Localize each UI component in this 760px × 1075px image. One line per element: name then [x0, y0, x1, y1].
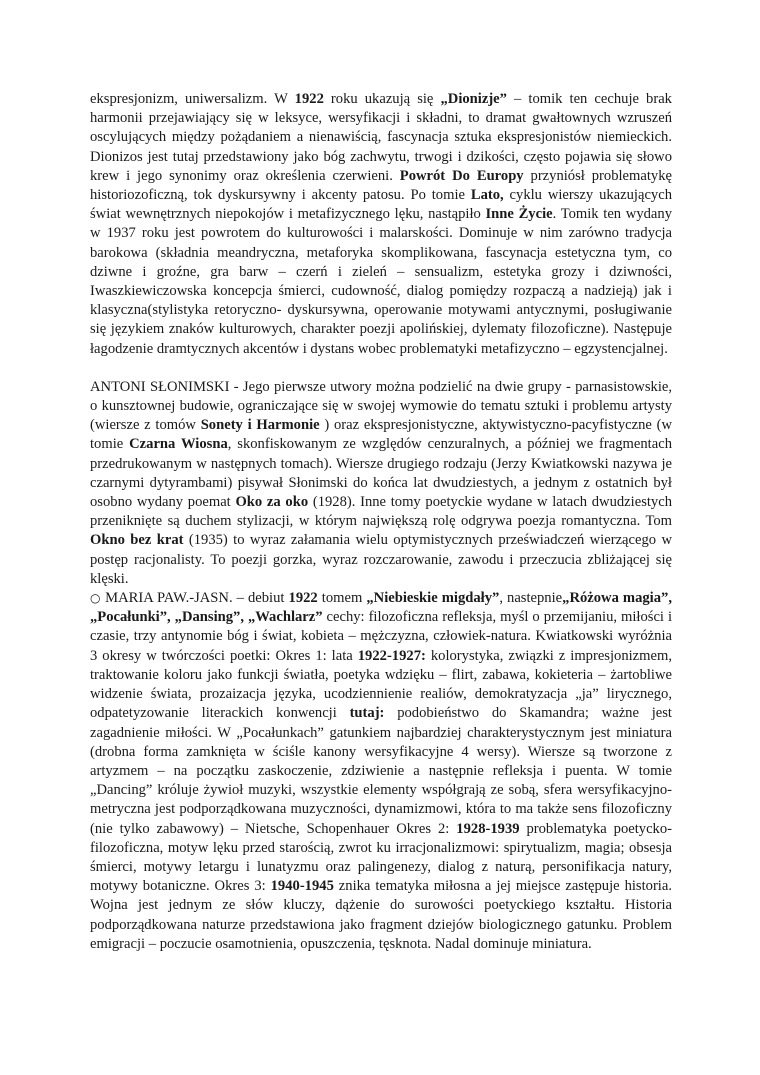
text-run: kolorystyka, związki z impresjonizmem, traktowanie koloru jako funkcji światła, poetyka wdzięku – flirt, zabawa, kokieteria – żartobliwe widzenie świata, prozaizacja języka, ucodziennienie realiów, demokratyzacja „ja” lirycznego, odpatetyzowanie literackich konwencji: [90, 647, 672, 722]
text-run: tomem: [317, 590, 367, 607]
bold-run: 1922-1927:: [357, 647, 426, 664]
paragraph-slonimski: [90, 378, 672, 589]
text-run: . Tomik ten wydany w 1937 roku jest powrotem do kulturowości i malarskości. Dominuje w nim zarówno tradycja barokowa (składnia meandryczna, metaforyka skomplikowana, fascynacja estetyczna tym, co dziwne i groźne, gra barw – czerń i zieleń – sensualizm, estetyka grozy i dziwności, Iwaszkiewiczowska koncepcja śmierci, cudowność, dialog pomiędzy rozpaczą a nadzieją) jak i klasyczna(stylistyka retoryczno- dyskursywna, operowanie motywami antycznymi, posługiwanie się językiem znaków kulturowych, charakter poezji apolińskiej, dylematy filozoficzne). Następuje łagodzenie dramtycznych akcentów i dystans wobec problematyki metafizyczno – egzystencjalnej.: [90, 206, 672, 357]
text-run: ) oraz ekspresjonistyczne, aktywistyczno-pacyfistyczne (w tomie: [90, 417, 673, 453]
document-page: [90, 90, 672, 954]
bold-run: Okno bez krat: [90, 532, 184, 549]
bullet-icon: ○: [90, 591, 106, 606]
text-run: ANTONI SŁONIMSKI - Jego pierwsze utwory można podzielić na dwie grupy - parnasistowskie, o kunsztownej budowie, ograniczające się w swojej wymowie do tematu sztuki i problemu artysty (wiersze z tomów: [90, 378, 672, 434]
bold-run: Powrót Do Europy: [399, 167, 524, 184]
text-run: , skonfiskowanym ze względów cenzuralnych, a później we fragmentach przedrukowanym w następnych tomach). Wiersze drugiego rodzaju (Jerzy Kwiatkowski nazywa je czarnymi dytyrambami) pisywał Słonimski do końca lat dwudziestych, a jednym z ostatnich był osobno wydany poemat: [90, 436, 672, 511]
bold-run: 1922: [288, 590, 318, 607]
bold-run: Czarna Wiosna: [129, 436, 228, 453]
text-run: , nastepnie: [499, 590, 563, 607]
text-run: ekspresjonizm, uniwersalizm. W: [90, 91, 295, 107]
text-run: znika tematyka miłosna a jej miejsce zastępuje historia. Wojna jest jednym ze słów kluczy, dążenie do surowości poetyckiego kształtu. Historia podporządkowana naturze przedstawiona jako fragment dziejów biologicznego gatunku. Problem emigracji – poczucie osamotnienia, opuszczenia, tęsknota. Nadal dominuje miniatura.: [90, 878, 672, 952]
text-run: (1928). Inne tomy poetyckie wydane w latach dwudziestych przeniknięte są duchem stylizacji, w którym największą rolę odgrywa poezja romantyczna. Tom: [90, 494, 672, 530]
text-run: problematyka poetycko-filozoficzna, motyw lęku przed starością, zwrot ku irracjonalizmowi: spirytualizm, magia; obsesja śmierci, motywy letargu i lunatyzmu oraz palingenezy, dialog z naturą, personifikacja natury, motywy botaniczne. Okres 3:: [90, 820, 673, 895]
paragraph-iwaszkiewicz: [90, 90, 672, 359]
bold-run: Sonety i Harmonie: [200, 417, 320, 434]
bold-run: 1940-1945: [270, 878, 334, 895]
bold-run: Oko za oko: [235, 494, 309, 511]
text-run: MARIA PAW.-JASN. – debiut: [105, 590, 289, 607]
bold-run: 1928-1939: [456, 820, 520, 837]
text-run: (1935) to wyraz załamania wielu optymistycznych przeświadczeń wierzącego w postęp racjonalisty. To poezji gorzka, wyraz rozczarowanie, zawodu i przeczucia zbliżającej się klęski.: [90, 532, 672, 587]
paragraph-pawlikowska-jasnorzewska: [90, 589, 672, 954]
text-run: podobieństwo do Skamandra; ważne jest zagadnienie miłości. W „Pocałunkach” gatunkiem najbardziej charakterystycznym jest miniatura (drobna forma zamknięta w ściśle kanony wersyfikacyjne 4 wersy). Wiersze są tworzone z artyzmem – na początku zaskoczenie, zdziwienie a następnie refleksja i puenta. W tomie „Dancing” króluje żywioł muzyki, wszystkie elementy współgrają ze sobą, sfera wersyfikacyjno-metryczna jest podporządkowana muzyczności, dynamizmowi, która to ma także sens filozoficzny (nie tylko zabawowy) – Nietsche, Schopenhauer Okres 2:: [90, 705, 672, 837]
bold-run: 1922: [294, 91, 324, 107]
text-run: przyniósł problematykę historiozoficzną, tok dyskursywny i akcenty patosu. Po tomie: [90, 167, 672, 204]
text-run: roku ukazują się: [323, 91, 441, 107]
bold-run: „Różowa magia”, „Pocałunki”, „Dansing”, „Wachlarz”: [90, 590, 672, 626]
bold-run: tutaj:: [349, 705, 385, 722]
bold-run: Inne Życie: [485, 206, 553, 223]
bold-run: „Niebieskie migdały”: [366, 590, 500, 607]
bold-run: „Dionizje”: [440, 91, 507, 107]
text-run: cechy: filozoficzna refleksja, myśl o przemijaniu, miłości i czasie, trzy antynomie bóg i świat, kobieta – mężczyzna, człowiek-natura. Kwiatkowski wyróżnia 3 okresy w twórczości poetki: Okres 1: lata: [90, 609, 672, 664]
text-run: – tomik ten cechuje brak harmonii przejawiający się w leksyce, wersyfikacji i składni, to dramat gwałtownych wzruszeń oscylujących między pożądaniem a nienawiścią, fascynacja sztuka ekspresjonistów niemieckich. Dionizos jest tutaj przedstawiony jako bóg zachwytu, trwogi i dzikości, często pojawia się słowo krew i jego synonimy oraz określenia czerwieni.: [90, 91, 672, 184]
text-run: cyklu wierszy ukazujących świat wewnętrznych niepokojów i metafizycznego lęku, nastąpiło: [90, 187, 672, 223]
bold-run: Lato,: [470, 187, 504, 204]
